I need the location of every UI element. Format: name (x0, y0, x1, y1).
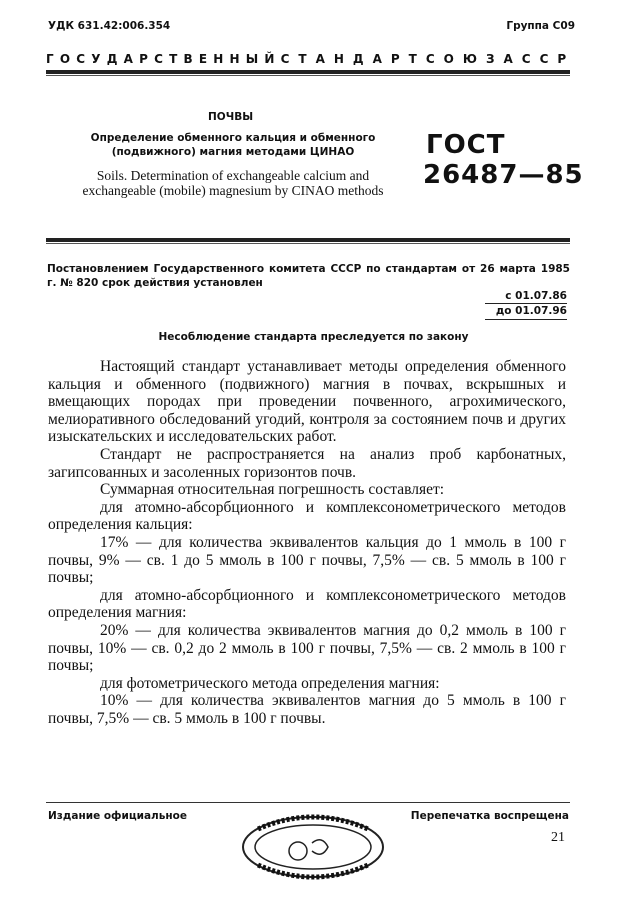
date-underline (485, 319, 567, 320)
body-paragraph: для фотометрического метода определения магния: (100, 674, 440, 692)
title-rule-thin (46, 243, 570, 244)
decree-text: Постановлением Государственного комитета СССР по стандартам от 26 марта 1985 г. № 820 срок действия установлен (47, 263, 570, 289)
penalty-notice: Несоблюдение стандарта преследуется по закону (158, 331, 469, 343)
title-english: Soils. Determination of exchangeable calcium and exchangeable (mobile) magnesium by CINAO methods (82, 168, 384, 198)
group-code: Группа С09 (506, 20, 575, 32)
category-heading: ПОЧВЫ (208, 111, 254, 123)
body-paragraph: 17% — для количества эквивалентов кальция до 1 ммоль в 100 г почвы, 9% — св. 1 до 5 ммоль в 100 г почвы, 7,5% — св. 5 ммоль в 100 г почвы; (48, 533, 566, 587)
body-paragraph: Стандарт не распространяется на анализ проб карбонатных, загипсованных и засоленных горизонтов почв. (48, 445, 566, 481)
library-stamp-icon (228, 807, 398, 887)
valid-from-date: с 01.07.86 (505, 290, 567, 302)
banner-word-3: СОЮЗА (425, 52, 522, 66)
reprint-prohibited-label: Перепечатка воспрещена (410, 810, 569, 822)
udk-code: УДК 631.42:006.354 (48, 20, 171, 32)
official-edition-label: Издание официальное (48, 810, 187, 822)
body-paragraph: 20% — для количества эквивалентов магния до 0,2 ммоль в 100 г почвы, 10% — св. 0,2 до 2 ммоль в 100 г почвы, 7,5% — св. 2 ммоль в 100 г почвы; (48, 621, 566, 675)
gost-number: 26487—85 (423, 160, 584, 190)
header-rule (46, 70, 570, 74)
footer-rule (46, 802, 570, 803)
gost-label: ГОСТ (426, 130, 506, 160)
body-paragraph: для атомно-абсорбционного и комплексонометрического методов определения кальция: (48, 498, 566, 534)
body-paragraph: Суммарная относительная погрешность составляет: (100, 481, 445, 499)
body-paragraph: для атомно-абсорбционного и комплексонометрического методов определения магния: (48, 586, 566, 622)
banner-word-2: СТАНДАРТ (280, 52, 426, 66)
page-number: 21 (551, 830, 565, 845)
body-paragraph: Настоящий стандарт устанавливает методы определения обменного кальция и обменного (подвижного) магния в почвах, вскрышных и вмещающих породах при проведении почвенного, агрохимического, мелиоративного обследований угодий, контроля за состоянием почв и других изыскательских и исследовательских работ. (48, 358, 566, 446)
valid-to-date: до 01.07.96 (495, 305, 567, 317)
date-underline (485, 303, 567, 304)
banner-word-1: ГОСУДАРСТВЕННЫЙ (46, 52, 281, 66)
state-standard-banner (46, 52, 576, 66)
standard-body (48, 358, 566, 727)
body-paragraph: 10% — для количества эквивалентов магния до 5 ммоль в 100 г почвы, 7,5% — св. 5 ммоль в 100 г почвы. (48, 692, 566, 727)
title-rule (46, 238, 570, 242)
title-russian: Определение обменного кальция и обменного (подвижного) магния методами ЦИНАО (90, 132, 376, 158)
banner-word-4: ССР (521, 52, 576, 66)
header-rule-thin (46, 75, 570, 76)
